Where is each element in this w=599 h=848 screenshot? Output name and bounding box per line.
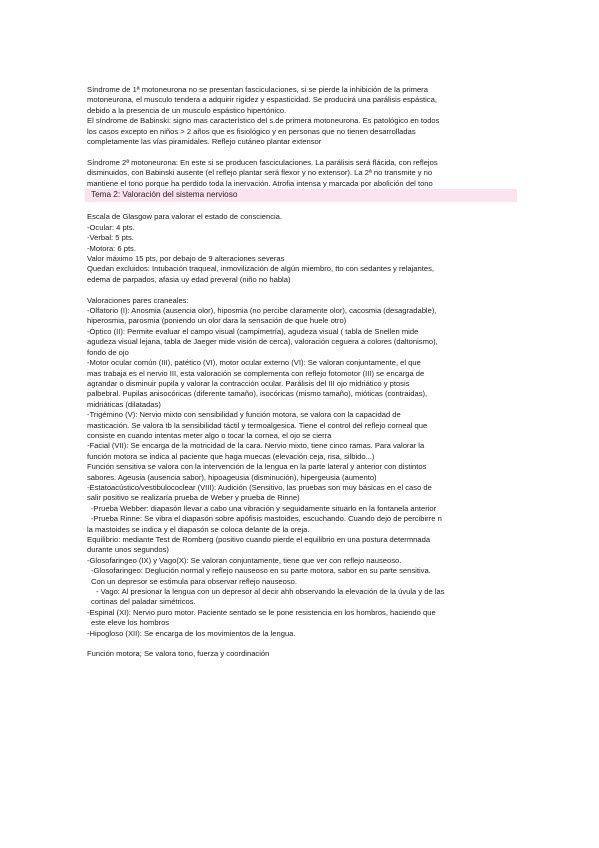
text-line: hiperosmia, parosmia (poniendo un olor dara la sensación de que huele otro) [87, 316, 347, 326]
text-line: -Facial (VII): Se encarga de la motricidad de la cara. Nervio mixto, tiene cinco ramas. Para valorar la [87, 441, 425, 451]
text-line: Valor máximo 15 pts, por debajo de 9 alteraciones severas [87, 254, 285, 264]
text-line: -Trigémino (V): Nervio mixto con sensibilidad y función motora, se valora con la capacidad de [87, 410, 401, 420]
text-line: agrandar o disminuir pupila y valorar la contracción ocular. Parálisis del III ojo midriático y ptosis [87, 378, 410, 388]
text-line: Quedan excluidos: Intubación traqueal, inmovilización de algún miembro, tto con sedantes y relajantes, [87, 264, 434, 274]
text-line: agudeza visual lejana, tabla de Jaeger mide visión de cerca), valoración ceguera a colores (daltonismo), [87, 337, 438, 347]
text-line: palbebral. Pupilas anisocóricas (diferente tamaño), isocóricas (mismo tamaño), mióticas (contraidas), [87, 389, 428, 399]
section-heading: Tema 2: Valoración del sistema nervioso [91, 190, 238, 200]
text-line: El síndrome de Babinski: signo mas característico del s.de primera motoneurona. Es patológico en todos [87, 116, 440, 126]
text-line-rinne: -Prueba Rinne: Se vibra el diapasón sobre apófisis mastoides, escuchando. Cuando dejo de percibirre n [91, 514, 442, 524]
text-line: consiste en cuando intentas meter algo o tocar la cornea, el ojo se cierra [87, 430, 332, 440]
text-line: función motora se indica al paciente que haga muecas (elevación ceja, risa, silbido...) [87, 451, 375, 461]
text-line: disminuidos, con Babinski ausente (el reflejo plantar será flexor y no extensor). La 2ª no transmite y no [87, 168, 433, 178]
text-line: durante unos segundos) [87, 545, 169, 555]
text-line: debido a la presencia de un musculo espástico hipertónico. [87, 105, 287, 115]
paragraph-second-motoneuron [87, 158, 517, 189]
text-line: Valoraciones pares craneales: [87, 295, 189, 305]
text-line: mantiene el tono porque ha perdido toda la inervación. Atrofia intensa y marcada por abolición del tono [87, 178, 433, 188]
paragraph-motor-function [87, 649, 517, 659]
text-line: Escala de Glasgow para valorar el estado de consciencia. [87, 212, 283, 222]
text-line: -Motora: 6 pts. [87, 243, 136, 253]
paragraph-first-motoneuron [87, 85, 517, 147]
text-line-weber: -Prueba Webber: diapasón llevar a cabo una vibración y seguidamente situarlo en la fontanela anterior [91, 503, 437, 513]
section-heading-banner [85, 189, 517, 202]
document-body [87, 85, 517, 660]
text-line: la mastoides se indica y el diapasón se coloca delante de la oreja. [87, 524, 310, 534]
text-line: motoneurona, el musculo tendera a adquirir rigidez y espasticidad. Se producirá una parálisis espástica, [87, 95, 437, 105]
text-line: este eleve los hombros [91, 618, 170, 628]
text-line: -Motor ocular común (III), patético (VI), motor ocular externo (VI): Se valoran conjuntamente, el que [87, 358, 421, 368]
text-line: -Óptico (II): Permite evaluar el campo visual (campimetría), agudeza visual ( tabla de Snellen mide [87, 326, 419, 336]
text-line: masticación. Se valora tb la sensibilidad táctil y termoalgesica. Tiene el control del reflejo corneal que [87, 420, 428, 430]
text-line-hipogloso: -Hipogloso (XII): Se encarga de los movimientos de la lengua. [87, 628, 296, 638]
text-line: -Estatoacústico/vestibulococlear (VIII): Audición (Sensitivo, las pruebas son muy básicas en el caso de [87, 482, 432, 492]
text-line-vago: - Vago: Al presionar la lengua con un depresor al decir ahh observando la elevación de la úvula y de las [96, 587, 445, 597]
text-line: -Glosofaringeo: Deglución normal y reflejo nauseoso en su parte motora, sabor en su parte sensitiva. [91, 566, 431, 576]
text-line: cortinas del paladar simétricos. [91, 597, 196, 607]
text-line: completamente las vías piramidales. Reflejo cutáneo plantar extensor [87, 137, 322, 147]
text-line: mas trabaja es el nervio III, esta valoración se complementa con reflejo fotomotor (III) se encarga de [87, 368, 425, 378]
paragraph-glasgow [87, 212, 517, 285]
blank-line [87, 202, 517, 212]
text-line: -Olfatorio (I): Anosmia (ausencia olor), hiposmia (no percibe claramente olor), cacosmia (desagradable), [87, 306, 437, 316]
paragraph-cranial-nerves [87, 296, 517, 639]
text-line: los casos excepto en niños > 2 años que es fisiológico y en personas que no tienen desarrolladas [87, 126, 416, 136]
text-line: salir positivo se realizaría prueba de Weber y prueba de Rinne) [87, 493, 300, 503]
text-line: edema de parpados, afasia uy edad preveral (niño no habla) [87, 274, 291, 284]
text-line: midriáticas (dilatadas) [87, 399, 161, 409]
text-line: Síndrome 2ª motoneurona: En este si se producen fasciculaciones. La parálisis será flácida, con reflejos [87, 157, 438, 167]
text-line: Síndrome de 1ª motoneurona no se presentan fasciculaciones, si se pierde la inhibición de la primera [87, 85, 428, 94]
text-line: sabores. Ageusia (ausencia sabor), hipoageusia (disminución), hipergeusia (aumento) [87, 472, 377, 482]
text-line: Función sensitiva se valora con la intervención de la lengua en la parte lateral y anterior con distintos [87, 462, 427, 472]
text-line: Con un depresor se estimula para observar reflejo nauseoso. [91, 576, 297, 586]
text-line: -Ocular: 4 pts. [87, 222, 135, 232]
text-line-espinal: -Espinal (XI): Nervio puro motor. Paciente sentado se le pone resistencia en los hombros, haciendo que [87, 607, 436, 617]
blank-line [87, 147, 517, 157]
text-line-glosofaringeo: -Glosofaringeo (IX) y Vago(X): Se valoran conjuntamente, tiene que ver con reflejo nauseoso. [87, 555, 402, 565]
text-line-equilibrio: Equilibrio: mediante Test de Romberg (positivo cuando pierde el equilibrio en una postura determnada [87, 535, 431, 545]
text-line: -Verbal: 5 pts. [87, 233, 134, 243]
blank-line [87, 285, 517, 295]
text-line: fondo de ojo [87, 347, 129, 357]
blank-line [87, 639, 517, 649]
text-line: Función motora; Se valora tono, fuerza y coordinación [87, 649, 270, 659]
